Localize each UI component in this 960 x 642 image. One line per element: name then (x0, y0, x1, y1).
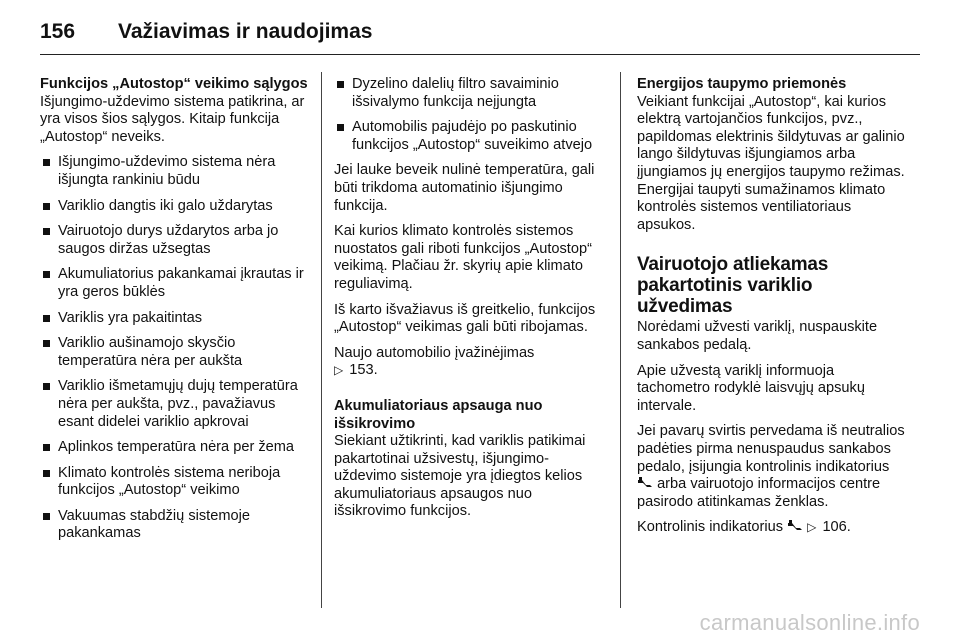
paragraph: Jei lauke beveik nulinė temperatūra, gali būti trikdoma automatinio išjungimo funkcija. (334, 162, 595, 214)
section-title: Važiavimas ir naudojimas (118, 20, 373, 43)
paragraph: Veikiant funkcijai „Autostop“, kai kurios elektrą vartojančios funkcijos, pvz., papildomas elektrinis šildytuvas ar galinio lango šildytuvas išjungiamos arba įjungiamos jų energijos taupymo režimas. Energijai taupyti sumažinamos klimato kontrolės sistemos ventiliatoriaus apsukos. (637, 93, 905, 233)
paragraph: Jei pavarų svirtis pervedama iš neutralios padėties pirma nenuspaudus sankabos pedalo, įsijungia kontrolinis indikatorius arba vairuotojo informacijos centre pasirodo atitinkamas ženklas. (637, 423, 905, 510)
list-item: Akumuliatorius pakankamai įkrautas ir yra geros būklės (40, 266, 308, 301)
page-header (40, 14, 920, 55)
list-item: Variklio aušinamojo skysčio temperatūra nėra per aukšta (40, 335, 308, 370)
list-item: Klimato kontrolės sistema neriboja funkcijos „Autostop“ veikimo (40, 465, 308, 500)
paragraph: Norėdami užvesti variklį, nuspauskite sankabos pedalą. (637, 319, 878, 353)
column-1 (40, 76, 308, 551)
paragraph: Siekiant užtikrinti, kad variklis patikimai pakartotinai užsivestų, išjungimo-uždevimo sistemoje yra įdiegtos kelios akumuliatoriaus apsaugos nuo išsikrovimo funkcijos. (334, 433, 586, 520)
list-item: Vairuotojo durys uždarytos arba jo saugos diržas užsegtas (40, 223, 308, 258)
autostop-conditions-intro: Išjungimo-uždevimo sistema patikrina, ar yra visos šios sąlygos. Kitaip funkcija „Autostop“ neveiks. (40, 93, 305, 145)
paragraph: Kai kurios klimato kontrolės sistemos nuostatos gali riboti funkcijos „Autostop“ veikimą. Plačiau žr. skyrių apie klimato reguliavimą. (334, 223, 592, 292)
conditions-list-continued (334, 76, 602, 154)
shift-indicator-icon (637, 477, 653, 489)
list-item: Aplinkos temperatūra nėra per žema (40, 439, 308, 457)
reference-text: Naujo automobilio įvažinėjimas (334, 344, 535, 361)
column-2 (334, 76, 602, 529)
driver-restart-heading: Vairuotojo atliekamas pakartotinis variklio užvedimas (637, 254, 829, 318)
indicator-reference: Kontrolinis indikatorius ▷ 106. (637, 519, 851, 536)
energy-saving-heading: Energijos taupymo priemonės (637, 76, 847, 92)
watermark: carmanualsonline.info (699, 610, 920, 635)
reference-arrow-icon: ▷ (334, 363, 344, 378)
column-divider (620, 72, 621, 608)
list-item: Variklio išmetamųjų dujų temperatūra nėra per aukšta, pvz., pavažiavus esant didelei variklio apkrovai (40, 378, 308, 431)
reference-link[interactable]: 153. (349, 362, 378, 379)
list-item: Vakuumas stabdžių sistemoje pakankamas (40, 508, 308, 543)
list-item: Variklio dangtis iki galo uždarytas (40, 198, 308, 216)
column-3 (637, 76, 905, 545)
battery-protection-heading: Akumuliatoriaus apsauga nuo išsikrovimo (334, 397, 543, 432)
list-item: Dyzelino dalelių filtro savaiminio išsivalymo funkcija neįjungta (334, 76, 602, 111)
paragraph: Apie užvestą variklį informuoja tachometro rodyklė laisvųjų apsukų intervale. (637, 362, 865, 414)
list-item: Automobilis pajudėjo po paskutinio funkcijos „Autostop“ suveikimo atvejo (334, 119, 602, 154)
list-item: Variklis yra pakaitintas (40, 310, 308, 328)
autostop-conditions-heading: Funkcijos „Autostop“ veikimo sąlygos (40, 76, 308, 92)
page-number: 156 (40, 20, 76, 43)
shift-indicator-icon (787, 520, 803, 532)
paragraph: Iš karto išvažiavus iš greitkelio, funkcijos „Autostop“ veikimas gali būti ribojamas. (334, 301, 596, 336)
reference-arrow-icon: ▷ (807, 520, 817, 535)
list-item: Išjungimo-uždevimo sistema nėra išjungta rankiniu būdu (40, 154, 308, 189)
reference-link[interactable]: 106. (822, 519, 851, 536)
column-divider (321, 72, 322, 608)
running-in-reference (334, 345, 602, 380)
conditions-list (40, 154, 308, 543)
